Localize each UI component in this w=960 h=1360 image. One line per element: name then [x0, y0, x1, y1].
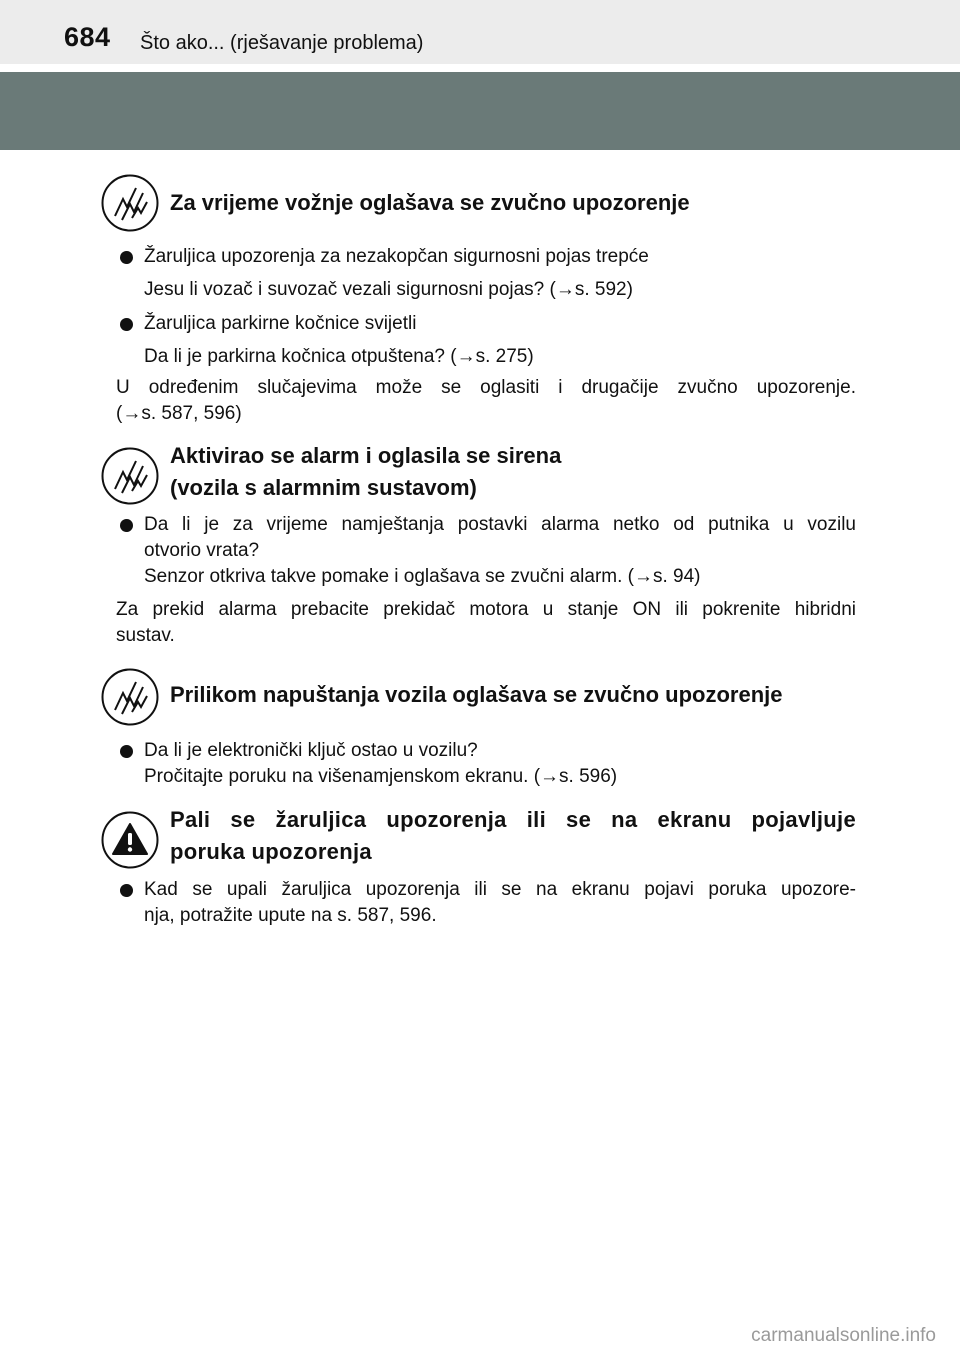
sound-wave-icon [101, 174, 159, 232]
paragraph [116, 597, 856, 649]
bullet-text [144, 738, 856, 790]
bullet-text [144, 512, 856, 590]
paragraph-line: Za prekid alarma prebacite prekidač motora u stanje ON ili pokrenite hibridni [116, 599, 856, 620]
section-heading: Za vrijeme vožnje oglašava se zvučno upozorenje [170, 190, 690, 215]
bullet-line: Senzor otkriva takve pomake i oglašava se zvučni alarm. (→s. 94) [144, 566, 701, 587]
paragraph-line: (→s. 587, 596) [116, 403, 242, 424]
bullet-detail: Da li je parkirna kočnica otpuštena? (→s. 275) [144, 346, 534, 367]
bullet-detail: Jesu li vozač i suvozač vezali sigurnosni pojas? (→s. 592) [144, 279, 633, 300]
sound-wave-icon [101, 447, 159, 505]
section-heading-line: Aktivirao se alarm i oglasila se sirena [170, 443, 562, 468]
bullet-line: Pročitajte poruku na višenamjenskom ekranu. (→s. 596) [144, 766, 618, 787]
bullet-line: otvorio vrata? [144, 540, 260, 561]
bullet-line: nja, potražite upute na s. 587, 596. [144, 905, 437, 926]
section-heading-line: Pali se žaruljica upozorenja ili se na ekranu pojavljuje [170, 807, 856, 832]
sound-wave-icon [101, 668, 159, 726]
section-heading-line: poruka upozorenja [170, 839, 372, 864]
bullet-icon [120, 251, 133, 264]
section-heading [170, 804, 856, 868]
warning-triangle-icon [101, 811, 159, 869]
section-title: Što ako... (rješavanje problema) [140, 32, 424, 54]
watermark: carmanualsonline.info [751, 1325, 936, 1346]
bullet-text [144, 877, 856, 929]
page-number: 684 [64, 22, 111, 52]
page-header [0, 0, 960, 64]
bullet-line: Kad se upali žaruljica upozorenja ili se na ekranu pojavi poruka upozore- [144, 879, 856, 900]
paragraph [116, 375, 856, 427]
bullet-icon [120, 519, 133, 532]
section-heading: Prilikom napuštanja vozila oglašava se zvučno upozorenje [170, 682, 783, 707]
bullet-icon [120, 745, 133, 758]
header-banner [0, 72, 960, 150]
paragraph-line: U određenim slučajevima može se oglasiti i drugačije zvučno upozorenje. [116, 377, 856, 398]
bullet-line: Da li je za vrijeme namještanja postavki alarma netko od putnika u vozilu [144, 514, 856, 535]
bullet-text: Žaruljica upozorenja za nezakopčan sigurnosni pojas trepće [144, 246, 649, 267]
bullet-text: Žaruljica parkirne kočnice svijetli [144, 313, 417, 334]
bullet-icon [120, 318, 133, 331]
paragraph-line: sustav. [116, 625, 175, 646]
section-heading-line: (vozila s alarmnim sustavom) [170, 475, 477, 500]
bullet-line: Da li je elektronički ključ ostao u vozilu? [144, 740, 478, 761]
bullet-icon [120, 884, 133, 897]
section-heading [170, 440, 856, 504]
